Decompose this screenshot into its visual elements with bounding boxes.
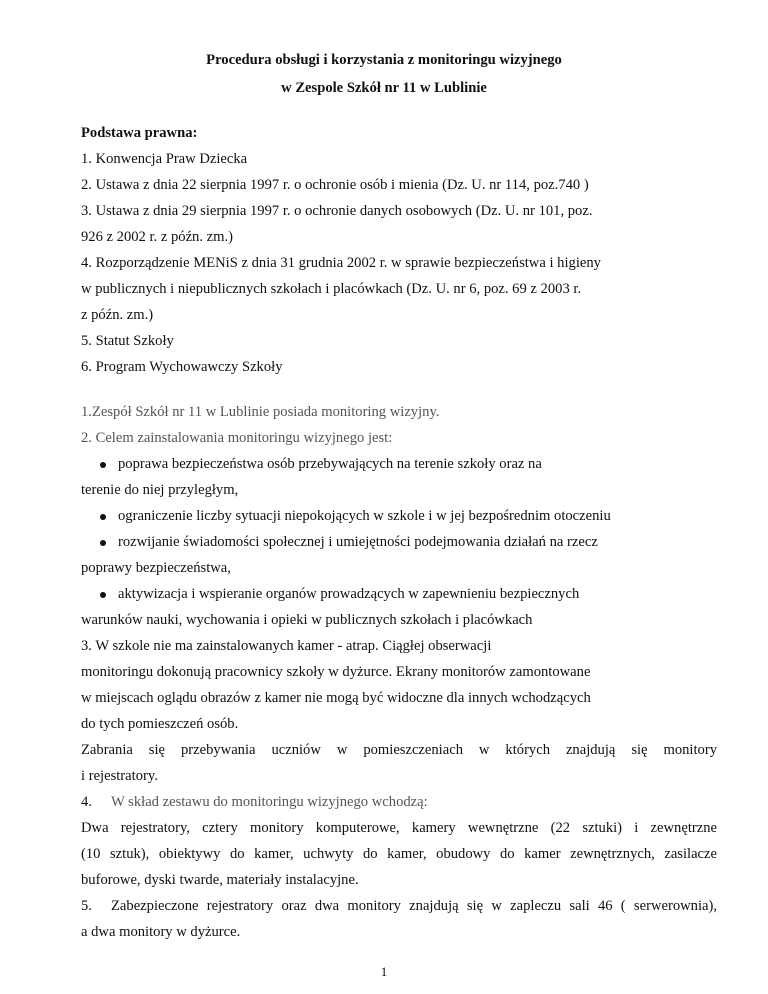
page-number: 1 [380, 964, 388, 979]
bullet-item-1: poprawa bezpieczeństwa osób przebywających na terenie szkoły oraz na [118, 456, 542, 472]
paragraph-5-line: a dwa monitory w dyżurce. [81, 924, 241, 940]
title-line-2: w Zespole Szkół nr 11 w Lublinie [281, 80, 487, 96]
paragraph-3-line: w miejscach oglądu obrazów z kamer nie mogą być widoczne dla innych wchodzących [81, 690, 591, 706]
bullet-icon [100, 462, 106, 468]
paragraph-3-line: monitoringu dokonują pracownicy szkoły w dyżurce. Ekrany monitorów zamontowane [81, 664, 591, 680]
paragraph-3-line: do tych pomieszczeń osób. [81, 716, 239, 732]
paragraph-1: 1.Zespół Szkół nr 11 w Lublinie posiada monitoring wizyjny. [81, 404, 440, 420]
paragraph-4-number: 4. [81, 794, 92, 810]
legal-line: w publicznych i niepublicznych szkołach i placówkach (Dz. U. nr 6, poz. 69 z 2003 r. [81, 281, 582, 297]
bullet-icon [100, 592, 106, 598]
legal-line: 3. Ustawa z dnia 29 sierpnia 1997 r. o ochronie danych osobowych (Dz. U. nr 101, poz. [81, 203, 593, 219]
paragraph-3-line: Zabrania się przebywania uczniów w pomieszczeniach w których znajdują się monitory [81, 742, 717, 758]
legal-line: 6. Program Wychowawczy Szkoły [81, 359, 283, 375]
legal-line: 2. Ustawa z dnia 22 sierpnia 1997 r. o ochronie osób i mienia (Dz. U. nr 114, poz.740 ) [81, 177, 589, 193]
bullet-item-4-cont: warunków nauki, wychowania i opieki w publicznych szkołach i placówkach [81, 612, 533, 628]
paragraph-4-heading: W skład zestawu do monitoringu wizyjnego wchodzą: [111, 794, 428, 810]
legal-line: z późn. zm.) [81, 307, 154, 323]
paragraph-4-line: buforowe, dyski twarde, materiały instalacyjne. [81, 872, 359, 888]
bullet-item-1-cont: terenie do niej przyległym, [81, 482, 239, 498]
title-line-1: Procedura obsługi i korzystania z monitoringu wizyjnego [206, 52, 562, 68]
paragraph-5-line: Zabezpieczone rejestratory oraz dwa monitory znajdują się w zapleczu sali 46 ( serwerownia), [111, 898, 717, 914]
paragraph-3-line: i rejestratory. [81, 768, 158, 784]
bullet-item-3: rozwijanie świadomości społecznej i umiejętności podejmowania działań na rzecz [118, 534, 598, 550]
legal-line: 926 z 2002 r. z późn. zm.) [81, 229, 233, 245]
bullet-item-2: ograniczenie liczby sytuacji niepokojących w szkole i w jej bezpośrednim otoczeniu [118, 508, 611, 524]
paragraph-2: 2. Celem zainstalowania monitoringu wizyjnego jest: [81, 430, 393, 446]
paragraph-4-line: (10 sztuk), obiektywy do kamer, uchwyty do kamer, obudowy do kamer zewnętrznych, zasilacze [81, 846, 717, 862]
paragraph-4-line: Dwa rejestratory, cztery monitory komputerowe, kamery wewnętrzne (22 sztuki) i zewnętrzne [81, 820, 717, 836]
legal-line: 5. Statut Szkoły [81, 333, 174, 349]
bullet-icon [100, 540, 106, 546]
legal-line: 1. Konwencja Praw Dziecka [81, 151, 248, 167]
paragraph-3-line: 3. W szkole nie ma zainstalowanych kamer - atrap. Ciągłej obserwacji [81, 638, 492, 654]
legal-heading: Podstawa prawna: [81, 125, 198, 141]
bullet-item-4: aktywizacja i wspieranie organów prowadzących w zapewnieniu bezpiecznych [118, 586, 580, 602]
bullet-icon [100, 514, 106, 520]
paragraph-5-number: 5. [81, 898, 92, 914]
bullet-item-3-cont: poprawy bezpieczeństwa, [81, 560, 231, 576]
legal-line: 4. Rozporządzenie MENiS z dnia 31 grudnia 2002 r. w sprawie bezpieczeństwa i higieny [81, 255, 601, 271]
